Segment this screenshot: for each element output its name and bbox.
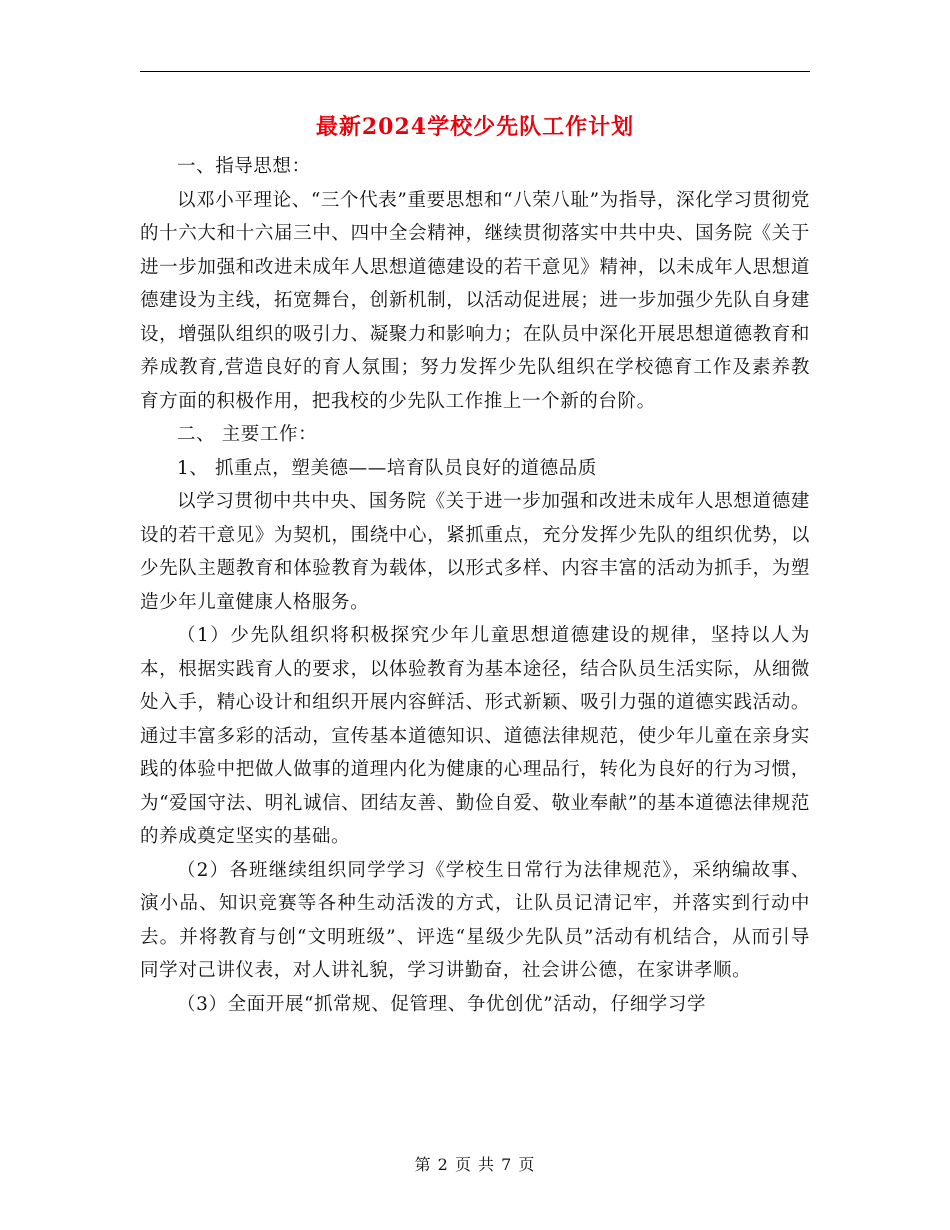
page-footer: 第 2 页 共 7 页 — [414, 1155, 536, 1174]
header-rule — [140, 71, 810, 72]
document-body — [140, 150, 810, 1021]
subheading-moral-quality: 1、 抓重点，塑美德——培育队员良好的道德品质 — [177, 457, 597, 479]
paragraph-guiding-ideology: 以邓小平理论、“三个代表”重要思想和“八荣八耻”为指导，深化学习贯彻党的十六大和十六届三中、四中全会精神，继续贯彻落实中共中央、国务院《关于进一步加强和改进未成年人思想道德建设的若干意见》精神，以未成年人思想道德建设为主线，拓宽舞台，创新机制，以活动促进展；进一步加强少先队自身建设，增强队组织的吸引力、凝聚力和影响力；在队员中深化开展思想道德教育和养成教育,营造良好的育人氛围；努力发挥少先队组织在学校德育工作及素养教育方面的积极作用，把我校的少先队工作推上一个新的台阶。 — [140, 189, 810, 412]
paragraph-item-1: （1）少先队组织将积极探究少年儿童思想道德建设的规律，坚持以人为本，根据实践育人的要求，以体验教育为基本途径，结合队员生活实际，从细微处入手，精心设计和组织开展内容鲜活、形式新颖、吸引力强的道德实践活动。通过丰富多彩的活动，宣传基本道德知识、道德法律规范，使少年儿童在亲身实践的体验中把做人做事的道理内化为健康的心理品行，转化为良好的行为习惯，为“爱国守法、明礼诚信、团结友善、勤俭自爱、敬业奉献”的基本道德法律规范的养成奠定坚实的基础。 — [140, 625, 810, 847]
paragraph-item-3: （3）全面开展“抓常规、促管理、争优创优”活动，仔细学习学 — [177, 993, 707, 1015]
paragraph-moral-quality: 以学习贯彻中共中央、国务院《关于进一步加强和改进未成年人思想道德建设的若干意见》为契机，围绕中心，紧抓重点，充分发挥少先队的组织优势，以少先队主题教育和体验教育为载体，以形式多样、内容丰富的活动为抓手，为塑造少年儿童健康人格服务。 — [140, 491, 810, 613]
document-title: 最新2024学校少先队工作计划 — [315, 114, 635, 140]
section-heading-main-work: 二、 主要工作： — [177, 424, 318, 445]
section-heading-guiding-ideology: 一、指导思想： — [177, 156, 311, 177]
paragraph-item-2: （2）各班继续组织同学学习《学校生日常行为法律规范》，采纳编故事、演小品、知识竞赛等各种生动活泼的方式，让队员记清记牢，并落实到行动中去。并将教育与创“文明班级”、评选“星级少先队员”活动有机结合，从而引导同学对己讲仪表，对人讲礼貌，学习讲勤奋，社会讲公德，在家讲孝顺。 — [140, 859, 810, 981]
